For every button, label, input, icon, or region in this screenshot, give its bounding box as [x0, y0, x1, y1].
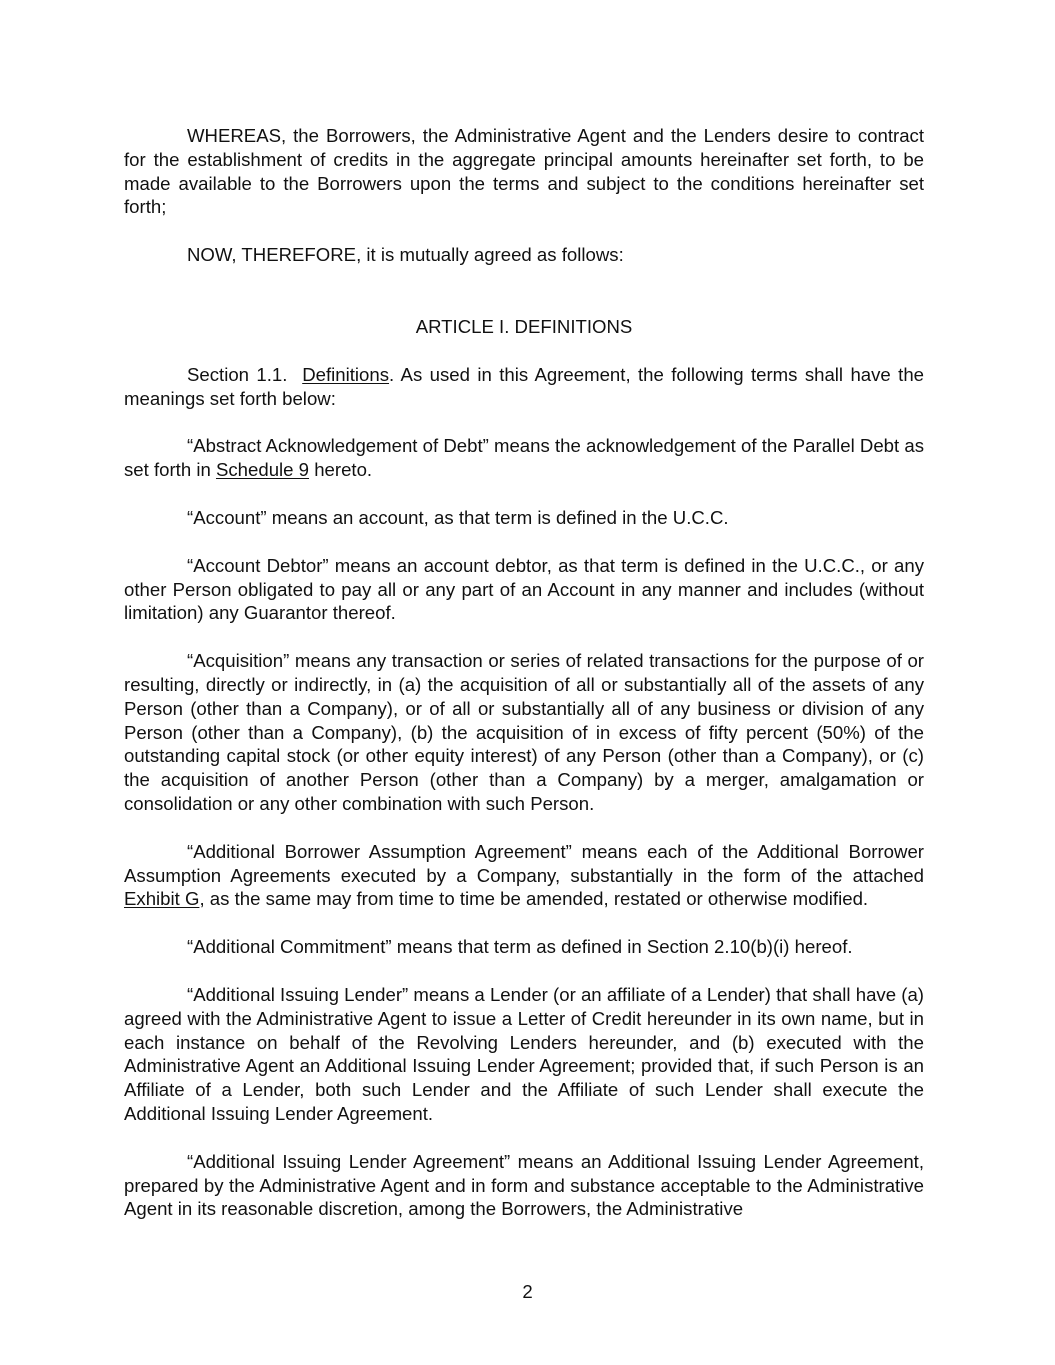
- page-number: 2: [522, 1281, 533, 1302]
- section-text: . As used in this Agreement, the following terms shall have the meanings set forth below:: [124, 363, 924, 409]
- definition-text: “Abstract Acknowledgement of Debt” means the acknowledgement of the Parallel Debt as set forth in: [124, 435, 924, 481]
- schedule-9-reference: Schedule 9: [215, 459, 310, 481]
- definition-additional-borrower-assumption-agreement: [124, 840, 924, 911]
- document-page: [124, 124, 924, 1245]
- definition-text: hereto.: [309, 459, 373, 481]
- definition-acquisition: “Acquisition” means any transaction or series of related transactions for the purpose of or resulting, directly or indirectly, in (a) the acquisition of all or substantially all of the assets of any Person (other than a Company), or of all or substantially all of any business or division of any Person (other than a Company), (b) the acquisition of in excess of fifty percent (50%) of the outstanding capital stock (or other equity interest) of any Person (other than a Company), or (c) the acquisition of another Person (other than a Company) by a merger, amalgamation or consolidation or any other combination with such Person.: [124, 650, 924, 814]
- section-number: Section 1.1.: [187, 363, 288, 385]
- definition-additional-issuing-lender: “Additional Issuing Lender” means a Lender (or an affiliate of a Lender) that shall have (a) agreed with the Administrative Agent to issue a Letter of Credit hereunder in its own name, but in each instance on behalf of the Revolving Lenders hereunder, and (b) executed with the Administrative Agent an Additional Issuing Lender Agreement; provided that, if such Person is an Affiliate of a Lender, both such Lender and the Affiliate of such Lender shall execute the Additional Issuing Lender Agreement.: [124, 983, 924, 1124]
- now-therefore-paragraph: NOW, THEREFORE, it is mutually agreed as follows:: [187, 244, 624, 266]
- whereas-paragraph: WHEREAS, the Borrowers, the Administrative Agent and the Lenders desire to contract for the establishment of credits in the aggregate principal amounts hereinafter set forth, to be made available to the Borrowers upon the terms and subject to the conditions hereinafter set forth;: [124, 125, 924, 218]
- definition-account-debtor: “Account Debtor” means an account debtor, as that term is defined in the U.C.C., or any other Person obligated to pay all or any part of an Account in any manner and includes (without limitation) any Guarantor thereof.: [124, 554, 924, 624]
- section-1-1-paragraph: [124, 363, 924, 411]
- definition-additional-issuing-lender-agreement: “Additional Issuing Lender Agreement” means an Additional Issuing Lender Agreement, prepared by the Administrative Agent and in form and substance acceptable to the Administrative Agent in its reasonable discretion, among the Borrowers, the Administrative: [124, 1150, 924, 1220]
- definition-additional-commitment: “Additional Commitment” means that term as defined in Section 2.10(b)(i) hereof.: [187, 936, 853, 958]
- exhibit-g-reference: Exhibit G: [124, 888, 200, 910]
- section-title: Definitions: [302, 363, 390, 385]
- definition-abstract-acknowledgement: [124, 434, 924, 482]
- definition-text: “Additional Borrower Assumption Agreement” means each of the Additional Borrower Assumption Agreements executed by a Company, substantially in the form of the attached: [124, 840, 924, 886]
- article-heading: ARTICLE I. DEFINITIONS: [415, 315, 633, 337]
- definition-account: “Account” means an account, as that term is defined in the U.C.C.: [187, 506, 729, 528]
- definition-text: , as the same may from time to time be amended, restated or otherwise modified.: [199, 888, 869, 910]
